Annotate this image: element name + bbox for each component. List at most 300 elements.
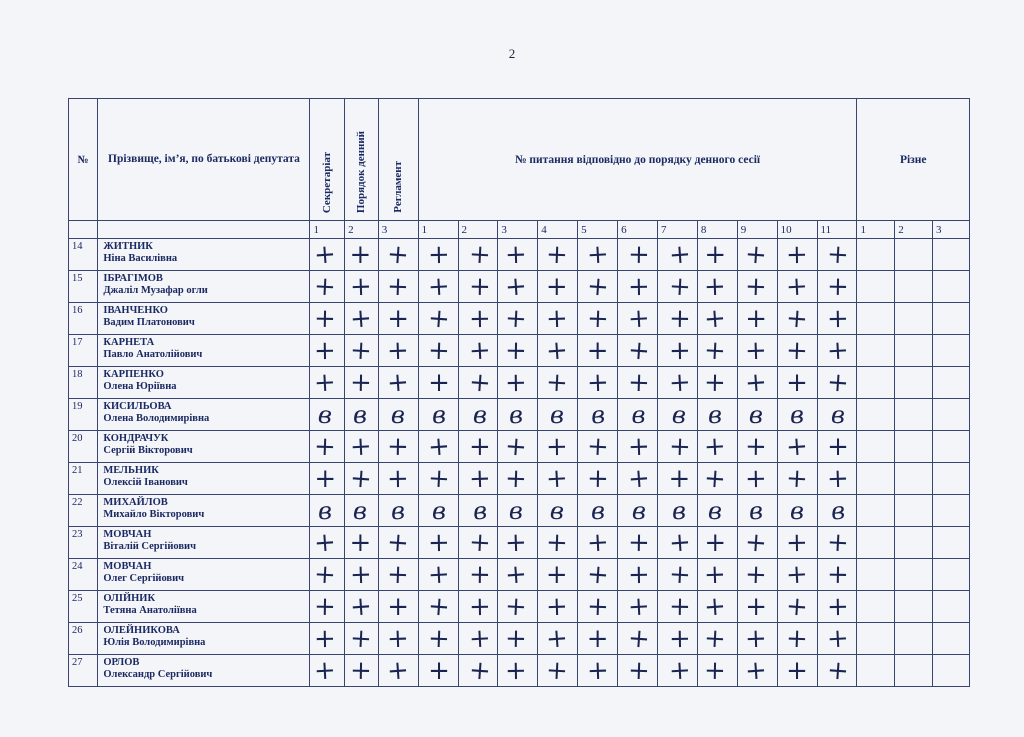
vote-cell — [817, 335, 857, 367]
subheader-question: 10 — [777, 221, 817, 239]
vote-cell — [345, 559, 379, 591]
misc-cell — [857, 239, 895, 271]
vote-for-mark: + — [704, 655, 727, 686]
deputy-given-names: Павло Анатолійович — [103, 349, 203, 360]
vote-cell — [777, 559, 817, 591]
row-number: 20 — [69, 431, 98, 463]
absent-mark: в — [671, 496, 687, 525]
vote-cell — [378, 239, 418, 271]
vote-for-mark: + — [427, 623, 451, 654]
vote-cell — [737, 335, 777, 367]
deputy-given-names: Юлія Володимирівна — [103, 637, 206, 648]
vote-cell — [657, 303, 697, 335]
vote-for-mark: + — [504, 239, 528, 270]
table-row — [69, 303, 970, 335]
vote-for-mark: + — [544, 334, 569, 367]
vote-cell — [737, 303, 777, 335]
vote-cell — [578, 463, 618, 495]
vote-cell — [458, 303, 498, 335]
vote-cell — [697, 655, 737, 687]
vote-for-mark: + — [468, 334, 492, 367]
vote-cell — [737, 239, 777, 271]
vote-cell — [618, 591, 658, 623]
vote-for-mark: + — [667, 431, 691, 462]
vote-for-mark: + — [504, 655, 527, 686]
misc-cell — [857, 399, 895, 431]
deputy-surname: МОВЧАН — [103, 529, 152, 540]
vote-cell — [498, 239, 538, 271]
vote-for-mark: + — [427, 558, 451, 591]
vote-cell — [418, 527, 458, 559]
row-number: 25 — [69, 591, 98, 623]
vote-cell — [345, 367, 379, 399]
deputy-name — [98, 495, 310, 527]
vote-cell — [458, 495, 498, 527]
vote-cell — [310, 335, 345, 367]
vote-for-mark: + — [826, 591, 850, 622]
misc-cell — [857, 303, 895, 335]
vote-cell — [538, 367, 578, 399]
table-row — [69, 367, 970, 399]
vote-cell — [618, 271, 658, 303]
vote-cell — [618, 495, 658, 527]
vote-cell — [418, 239, 458, 271]
vote-for-mark: + — [504, 527, 528, 558]
absent-mark: в — [748, 496, 764, 525]
misc-cell — [895, 655, 933, 687]
vote-cell — [418, 591, 458, 623]
vote-for-mark: + — [427, 270, 451, 303]
vote-for-mark: + — [313, 366, 337, 399]
absent-mark: в — [789, 400, 805, 429]
subheader-question: 1 — [418, 221, 458, 239]
vote-for-mark: + — [826, 654, 850, 687]
vote-cell — [458, 367, 498, 399]
vote-cell — [498, 431, 538, 463]
misc-cell — [895, 367, 933, 399]
vote-for-mark: + — [504, 590, 528, 623]
vote-cell — [538, 495, 578, 527]
vote-for-mark: + — [386, 559, 410, 590]
deputy-given-names: Джаліл Музафар огли — [103, 285, 208, 296]
vote-for-mark: + — [667, 270, 692, 303]
vote-cell — [618, 431, 658, 463]
vote-cell — [817, 559, 857, 591]
vote-for-mark: + — [314, 591, 337, 622]
vote-cell — [458, 239, 498, 271]
header-name: Прізвище, ім’я, по батькові депутата — [98, 99, 310, 221]
vote-cell — [737, 527, 777, 559]
vote-cell — [310, 495, 345, 527]
vote-cell — [618, 463, 658, 495]
subheader-question: 11 — [817, 221, 857, 239]
absent-mark: в — [630, 496, 647, 525]
misc-cell — [857, 655, 895, 687]
vote-cell — [777, 239, 817, 271]
deputy-name — [98, 655, 310, 687]
deputy-given-names: Тетяна Анатоліївна — [103, 605, 197, 616]
vote-for-mark: + — [744, 526, 769, 559]
vote-for-mark: + — [313, 431, 337, 462]
absent-mark: в — [317, 496, 333, 525]
vote-cell — [458, 559, 498, 591]
vote-for-mark: + — [586, 655, 610, 686]
vote-cell — [538, 399, 578, 431]
vote-for-mark: + — [785, 558, 809, 591]
subheader-misc: 1 — [857, 221, 895, 239]
vote-cell — [578, 527, 618, 559]
table-row — [69, 527, 970, 559]
subheader-question: 4 — [538, 221, 578, 239]
row-number: 21 — [69, 463, 98, 495]
misc-cell — [857, 335, 895, 367]
vote-for-mark: + — [626, 622, 651, 655]
voting-register-table — [68, 98, 970, 687]
row-number: 24 — [69, 559, 98, 591]
misc-cell — [933, 303, 970, 335]
vote-for-mark: + — [586, 623, 609, 654]
vote-cell — [498, 335, 538, 367]
deputy-surname: КАРПЕНКО — [103, 369, 164, 380]
vote-for-mark: + — [785, 302, 809, 335]
vote-for-mark: + — [667, 654, 692, 687]
vote-cell — [737, 559, 777, 591]
vote-for-mark: + — [427, 430, 451, 463]
vote-cell — [657, 367, 697, 399]
vote-cell — [817, 431, 857, 463]
vote-for-mark: + — [314, 463, 337, 494]
vote-cell — [578, 495, 618, 527]
vote-for-mark: + — [348, 622, 373, 655]
table-row — [69, 399, 970, 431]
vote-for-mark: + — [504, 463, 528, 494]
vote-for-mark: + — [667, 238, 692, 271]
vote-cell — [418, 399, 458, 431]
table-row — [69, 495, 970, 527]
absent-mark: в — [471, 496, 488, 525]
vote-cell — [578, 239, 618, 271]
misc-cell — [933, 367, 970, 399]
row-number: 18 — [69, 367, 98, 399]
vote-for-mark: + — [428, 367, 450, 398]
vote-cell — [310, 559, 345, 591]
vote-for-mark: + — [627, 271, 650, 302]
vote-for-mark: + — [348, 462, 373, 495]
vote-for-mark: + — [349, 655, 372, 686]
misc-cell — [895, 527, 933, 559]
vote-cell — [345, 335, 379, 367]
misc-cell — [857, 623, 895, 655]
row-number: 26 — [69, 623, 98, 655]
row-number: 22 — [69, 495, 98, 527]
table-row — [69, 335, 970, 367]
vote-for-mark: + — [826, 366, 850, 399]
vote-for-mark: + — [826, 238, 850, 271]
deputy-surname: МИХАЙЛОВ — [103, 497, 168, 508]
vote-for-mark: + — [545, 527, 569, 558]
vote-cell — [618, 367, 658, 399]
vote-for-mark: + — [313, 238, 338, 271]
deputy-surname: КИСИЛЬОВА — [103, 401, 172, 412]
vote-cell — [418, 303, 458, 335]
vote-for-mark: + — [745, 431, 768, 462]
vote-for-mark: + — [668, 335, 691, 366]
vote-cell — [777, 495, 817, 527]
vote-for-mark: + — [667, 526, 692, 559]
misc-cell — [933, 559, 970, 591]
subheader-question: 8 — [697, 221, 737, 239]
vote-cell — [498, 527, 538, 559]
header-regulation — [378, 99, 418, 221]
header-agenda-label: Порядок денний — [355, 130, 368, 213]
vote-for-mark: + — [626, 462, 651, 495]
deputy-name — [98, 527, 310, 559]
vote-for-mark: + — [427, 335, 451, 366]
vote-cell — [697, 271, 737, 303]
vote-cell — [538, 527, 578, 559]
deputy-name — [98, 335, 310, 367]
vote-for-mark: + — [468, 303, 492, 334]
header-secretariat-label: Секретаріат — [321, 151, 334, 213]
vote-for-mark: + — [314, 335, 337, 366]
vote-cell — [310, 527, 345, 559]
vote-cell — [458, 271, 498, 303]
vote-for-mark: + — [586, 463, 609, 494]
vote-for-mark: + — [626, 590, 651, 623]
absent-mark: в — [508, 400, 524, 429]
vote-for-mark: + — [387, 463, 410, 494]
vote-for-mark: + — [626, 334, 651, 367]
vote-cell — [657, 463, 697, 495]
vote-cell — [817, 495, 857, 527]
vote-cell — [737, 495, 777, 527]
vote-for-mark: + — [314, 303, 337, 334]
misc-cell — [933, 527, 970, 559]
vote-cell — [697, 367, 737, 399]
vote-cell — [378, 495, 418, 527]
vote-for-mark: + — [348, 559, 372, 590]
vote-for-mark: + — [786, 367, 808, 398]
vote-for-mark: + — [504, 302, 528, 335]
vote-for-mark: + — [703, 462, 728, 495]
vote-cell — [777, 655, 817, 687]
vote-cell — [345, 303, 379, 335]
vote-for-mark: + — [586, 303, 610, 334]
vote-for-mark: + — [826, 334, 850, 367]
deputy-surname: ІБРАГІМОВ — [103, 273, 163, 284]
header-questions: № питання відповідно до порядку денного сесії — [418, 99, 857, 221]
vote-cell — [378, 335, 418, 367]
vote-cell — [777, 431, 817, 463]
vote-cell — [345, 463, 379, 495]
subheader-question: 6 — [618, 221, 658, 239]
vote-cell — [697, 463, 737, 495]
vote-for-mark: + — [545, 591, 569, 622]
vote-cell — [310, 239, 345, 271]
vote-cell — [817, 239, 857, 271]
deputy-surname: ОЛЕЙНИКОВА — [103, 625, 180, 636]
vote-for-mark: + — [627, 527, 650, 558]
deputy-name — [98, 623, 310, 655]
vote-for-mark: + — [703, 302, 728, 335]
vote-cell — [310, 623, 345, 655]
vote-cell — [310, 271, 345, 303]
vote-cell — [345, 527, 379, 559]
header-regulation-label: Регламент — [392, 161, 405, 213]
misc-cell — [857, 559, 895, 591]
vote-cell — [310, 399, 345, 431]
header-secretariat — [310, 99, 345, 221]
vote-cell — [657, 271, 697, 303]
vote-cell — [817, 271, 857, 303]
absent-mark: в — [317, 400, 334, 429]
vote-cell — [538, 463, 578, 495]
vote-for-mark: + — [545, 462, 569, 495]
vote-cell — [458, 431, 498, 463]
vote-for-mark: + — [667, 558, 692, 591]
misc-cell — [933, 463, 970, 495]
deputy-surname: МОВЧАН — [103, 561, 152, 572]
vote-cell — [538, 623, 578, 655]
deputies-list — [69, 239, 970, 687]
absent-mark: в — [748, 400, 764, 429]
vote-for-mark: + — [468, 526, 492, 559]
vote-for-mark: + — [427, 302, 451, 335]
vote-for-mark: + — [386, 654, 411, 687]
vote-cell — [737, 655, 777, 687]
table-row — [69, 559, 970, 591]
vote-cell — [657, 559, 697, 591]
vote-cell — [310, 367, 345, 399]
vote-cell — [618, 527, 658, 559]
vote-for-mark: + — [704, 239, 727, 270]
vote-for-mark: + — [627, 239, 650, 270]
vote-for-mark: + — [468, 463, 492, 494]
vote-for-mark: + — [428, 655, 450, 686]
vote-for-mark: + — [348, 271, 372, 302]
vote-cell — [618, 239, 658, 271]
vote-cell — [345, 431, 379, 463]
vote-for-mark: + — [585, 430, 610, 463]
vote-for-mark: + — [745, 463, 768, 494]
vote-cell — [578, 367, 618, 399]
vote-cell — [458, 655, 498, 687]
misc-cell — [895, 495, 933, 527]
vote-cell — [345, 655, 379, 687]
vote-cell — [498, 271, 538, 303]
vote-for-mark: + — [785, 335, 809, 366]
subheader-procedural: 3 — [378, 221, 418, 239]
vote-cell — [378, 655, 418, 687]
vote-for-mark: + — [545, 559, 568, 590]
vote-cell — [737, 463, 777, 495]
vote-for-mark: + — [387, 303, 410, 334]
vote-cell — [618, 335, 658, 367]
absent-mark: в — [548, 496, 565, 525]
vote-for-mark: + — [427, 527, 451, 558]
misc-cell — [933, 399, 970, 431]
vote-for-mark: + — [313, 526, 338, 559]
vote-cell — [777, 335, 817, 367]
subheader-procedural: 1 — [310, 221, 345, 239]
vote-cell — [378, 463, 418, 495]
deputy-surname: МЕЛЬНИК — [103, 465, 159, 476]
misc-cell — [933, 335, 970, 367]
vote-cell — [697, 623, 737, 655]
subheader-misc: 2 — [895, 221, 933, 239]
vote-cell — [578, 431, 618, 463]
deputy-given-names: Віталій Сергійович — [103, 541, 196, 552]
misc-cell — [895, 463, 933, 495]
deputy-surname: КАРНЕТА — [103, 337, 155, 348]
vote-for-mark: + — [313, 558, 337, 591]
absent-mark: в — [789, 496, 805, 525]
vote-cell — [310, 431, 345, 463]
vote-cell — [578, 559, 618, 591]
vote-cell — [538, 559, 578, 591]
misc-cell — [857, 591, 895, 623]
vote-cell — [657, 495, 697, 527]
vote-cell — [458, 399, 498, 431]
vote-cell — [697, 591, 737, 623]
vote-cell — [697, 335, 737, 367]
misc-cell — [933, 239, 970, 271]
vote-for-mark: + — [785, 430, 809, 463]
misc-cell — [895, 303, 933, 335]
vote-for-mark: + — [427, 590, 451, 623]
vote-cell — [737, 623, 777, 655]
vote-for-mark: + — [826, 303, 850, 334]
vote-for-mark: + — [504, 367, 527, 398]
deputy-given-names: Олена Володимирівна — [103, 413, 210, 424]
vote-for-mark: + — [744, 238, 769, 271]
vote-cell — [697, 303, 737, 335]
vote-for-mark: + — [668, 623, 691, 654]
vote-for-mark: + — [468, 622, 492, 655]
vote-for-mark: + — [545, 303, 569, 334]
vote-cell — [817, 399, 857, 431]
vote-cell — [498, 495, 538, 527]
vote-cell — [345, 495, 379, 527]
vote-for-mark: + — [468, 654, 492, 687]
vote-cell — [817, 463, 857, 495]
vote-for-mark: + — [585, 238, 610, 271]
vote-for-mark: + — [744, 623, 768, 654]
deputy-given-names: Олексій Іванович — [103, 477, 188, 488]
vote-for-mark: + — [427, 239, 451, 270]
vote-for-mark: + — [703, 590, 728, 623]
vote-for-mark: + — [349, 527, 372, 558]
absent-mark: в — [671, 400, 688, 429]
vote-cell — [737, 271, 777, 303]
vote-cell — [578, 399, 618, 431]
vote-cell — [697, 527, 737, 559]
vote-for-mark: + — [545, 271, 568, 302]
vote-cell — [817, 527, 857, 559]
subheader-question: 2 — [458, 221, 498, 239]
absent-mark: в — [472, 400, 488, 429]
vote-for-mark: + — [703, 559, 727, 590]
vote-for-mark: + — [468, 238, 492, 271]
vote-cell — [498, 655, 538, 687]
vote-for-mark: + — [826, 559, 850, 590]
vote-for-mark: + — [468, 591, 492, 622]
vote-cell — [817, 655, 857, 687]
subheader-procedural: 2 — [345, 221, 379, 239]
deputy-given-names: Ніна Василівна — [103, 253, 178, 264]
misc-cell — [933, 431, 970, 463]
vote-cell — [777, 399, 817, 431]
